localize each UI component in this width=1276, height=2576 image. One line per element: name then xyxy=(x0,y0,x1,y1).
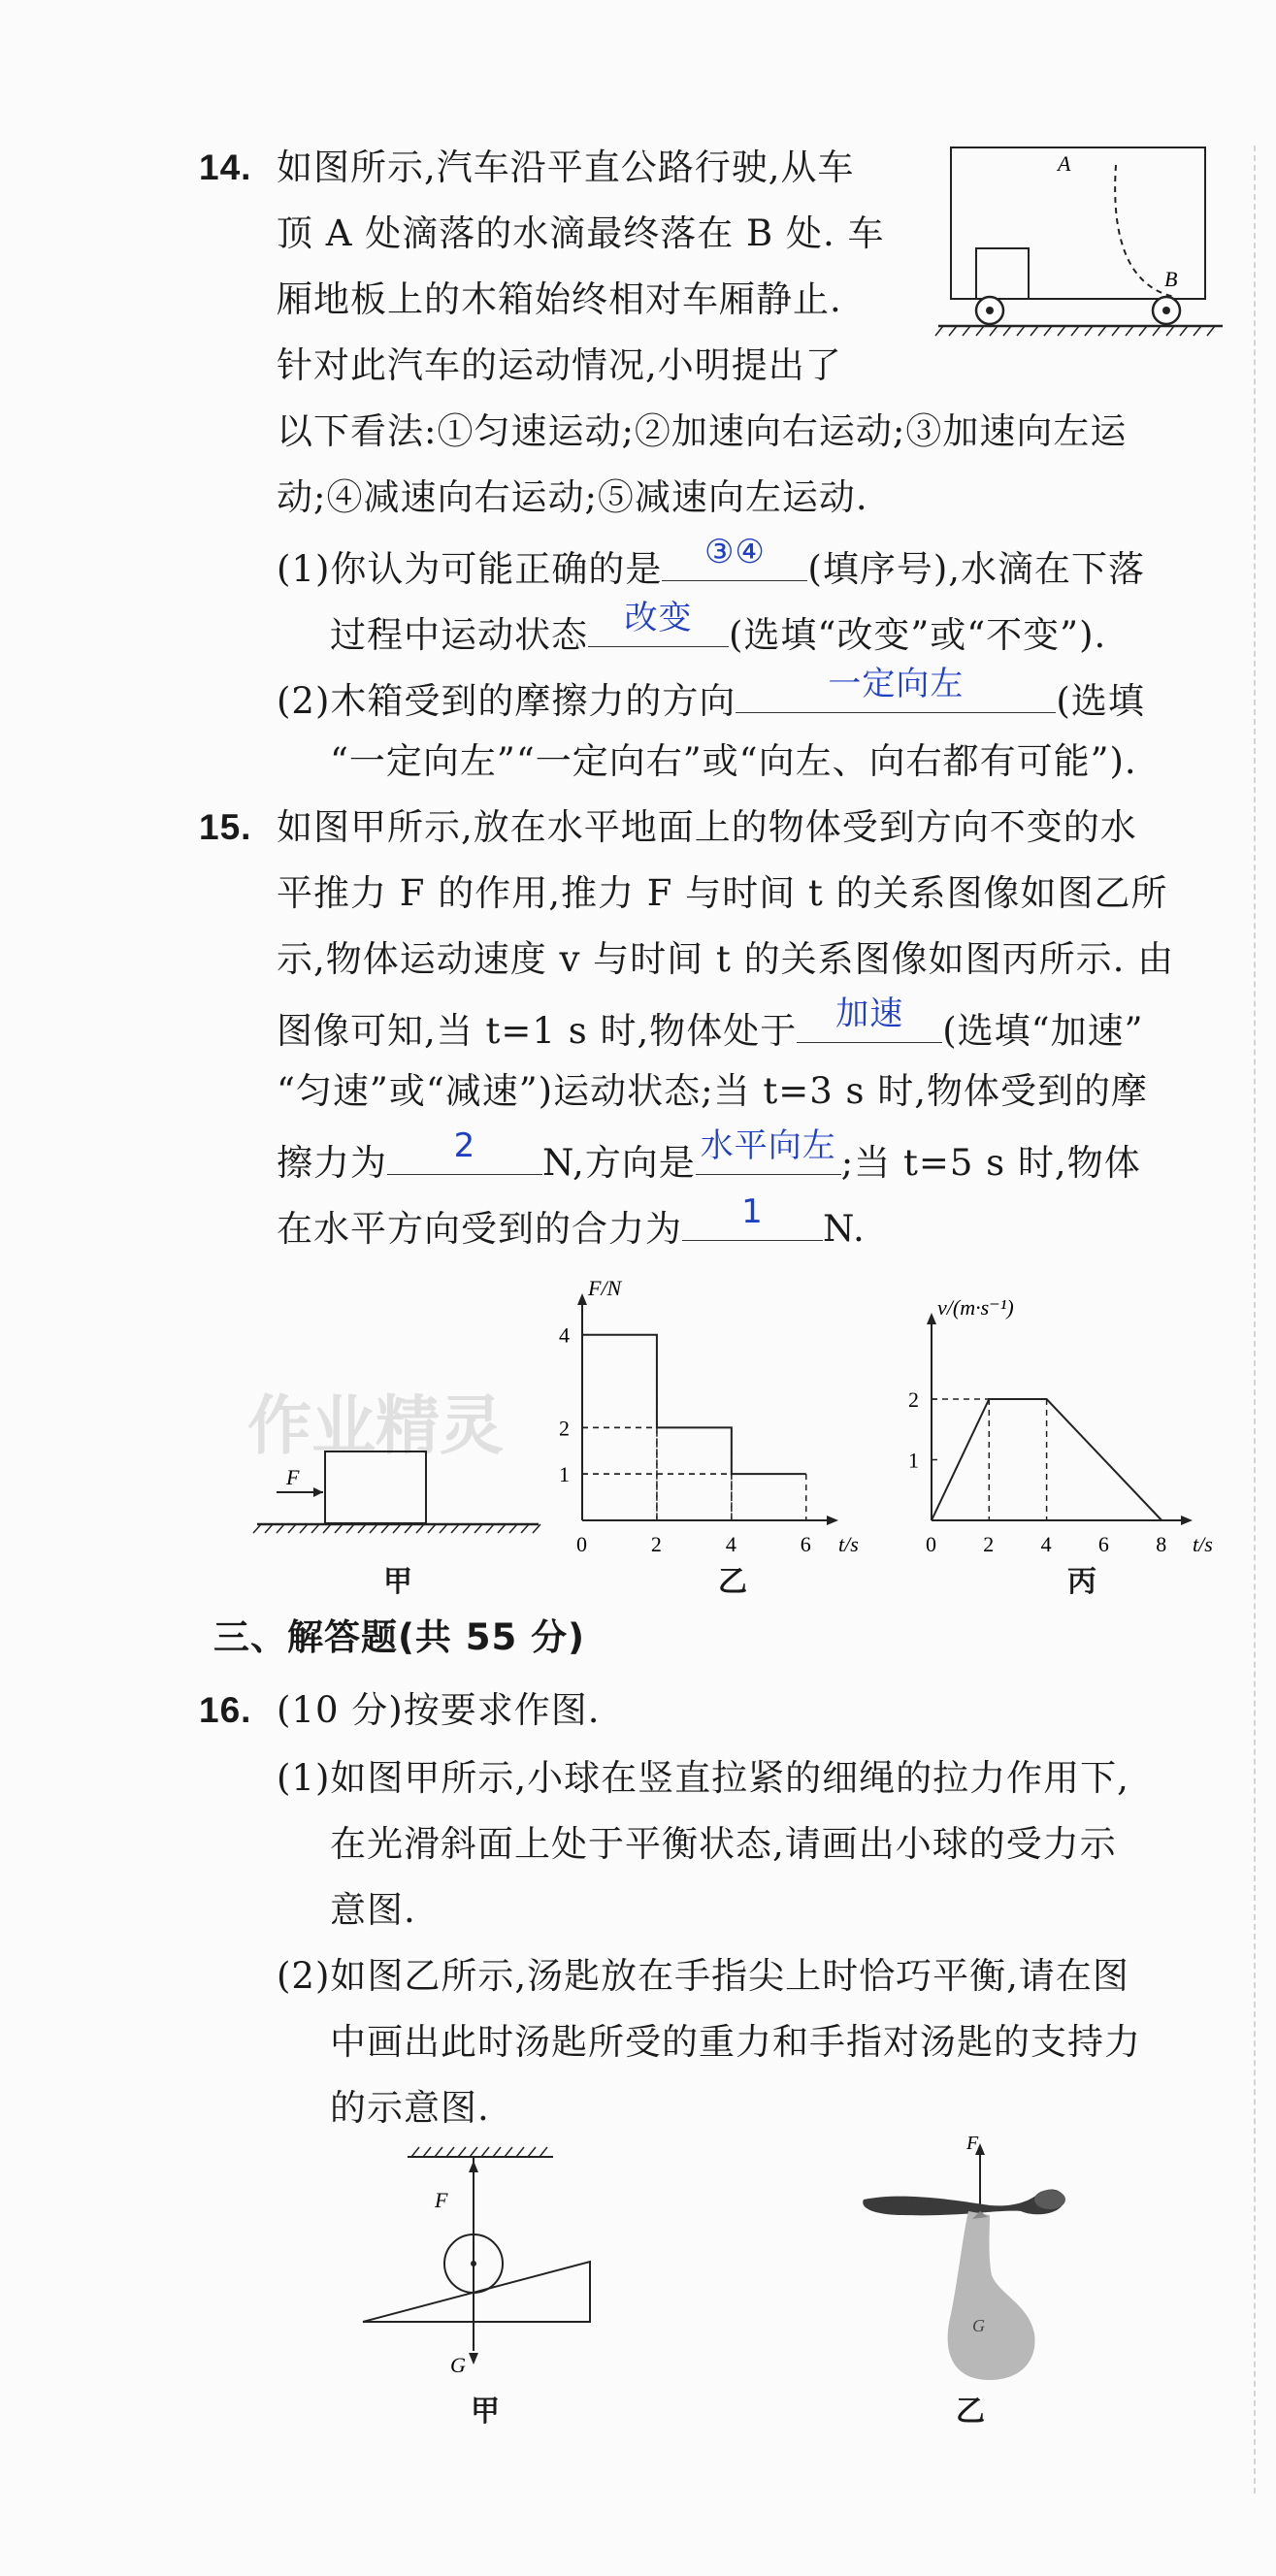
x-tick-label: 8 xyxy=(1156,1532,1167,1556)
q16-p2-line-1: (2)如图乙所示,汤匙放在手指尖上时恰巧平衡,请在图 xyxy=(277,1955,1129,1997)
q14-part1-text-b: (填序号),水滴在下落 xyxy=(807,548,1146,590)
watermark: 作业精灵 xyxy=(247,1391,504,1462)
q15-answer-3: 水平向左 xyxy=(700,1126,836,1165)
q14-answer-1: ③④ xyxy=(703,533,766,571)
x-tick-label: 4 xyxy=(725,1532,736,1556)
pushed-block xyxy=(325,1451,426,1523)
push-force-arrowhead xyxy=(313,1487,323,1497)
x-tick-label: 6 xyxy=(800,1532,811,1556)
y-axis-label: F/N xyxy=(588,1276,622,1300)
y-tick-label: 1 xyxy=(908,1448,919,1473)
velocity-time-chart xyxy=(902,1266,1257,1557)
q14-part1-row xyxy=(277,533,1146,592)
q14-answer-blank-2[interactable] xyxy=(588,599,729,647)
spoon xyxy=(863,2189,1063,2215)
q15-line-3: 示,物体运动速度 v 与时间 t 的关系图像如图丙所示. 由 xyxy=(277,938,1175,980)
q15-line-6-text-c: ;当 t=5 s 时,物体 xyxy=(840,1142,1141,1184)
y-tick-label: 1 xyxy=(559,1462,570,1487)
y-axis-label: v/(m·s⁻¹) xyxy=(937,1295,1014,1320)
x-tick-label: 0 xyxy=(926,1532,936,1556)
x-axis-arrow xyxy=(827,1516,838,1525)
fig-jia-caption: 甲 xyxy=(383,1565,412,1599)
incline-triangle xyxy=(363,2262,590,2322)
x-tick-label: 6 xyxy=(1097,1532,1109,1556)
q15-line-4-text-b: (选填“加速” xyxy=(942,1010,1144,1052)
q15-line-7-row xyxy=(277,1192,866,1252)
q14-answer-blank-3[interactable] xyxy=(736,665,1056,713)
finger-hand xyxy=(948,2211,1035,2380)
q15-answer-blank-1[interactable] xyxy=(797,995,942,1043)
q15-answer-4: 1 xyxy=(741,1192,764,1231)
x-axis-label: t/s xyxy=(838,1532,859,1556)
y-axis-arrow xyxy=(927,1313,936,1324)
q14-part2-text: (2)木箱受到的摩擦力的方向 xyxy=(277,680,736,722)
q14-line-5: 以下看法:①匀速运动;②加速向右运动;③加速向左运 xyxy=(277,410,1128,452)
wheel-left xyxy=(976,297,1003,324)
q14-part1-text-d: (选填“改变”或“不变”). xyxy=(729,614,1107,656)
q15-answer-2: 2 xyxy=(453,1126,476,1165)
q15-line-5: “匀速”或“减速”)运动状态;当 t=3 s 时,物体受到的摩 xyxy=(277,1070,1149,1112)
q14-answer-2: 改变 xyxy=(624,599,693,637)
fig-yi-caption: 乙 xyxy=(718,1565,747,1599)
car-diagram xyxy=(933,136,1225,349)
q14-answer-blank-1[interactable] xyxy=(662,533,807,581)
q14-part1-row2 xyxy=(330,599,1107,658)
ceiling-hatching xyxy=(411,2147,547,2157)
wheel-right xyxy=(1153,297,1180,324)
spoon-finger-diagram xyxy=(844,2130,1087,2382)
q14-part2-row xyxy=(277,665,1145,724)
q15-line-7-text-b: N. xyxy=(823,1208,866,1250)
x-tick-label: 2 xyxy=(650,1532,662,1556)
y-tick-label: 2 xyxy=(908,1387,919,1412)
q14-line-2: 顶 A 处滴落的水滴最终落在 B 处. 车 xyxy=(277,212,885,254)
q14-part2-text-b: (选填 xyxy=(1056,680,1145,722)
q15-line-6-text: 擦力为 xyxy=(277,1142,387,1184)
q15-line-6-row xyxy=(277,1126,1141,1186)
road-hatching xyxy=(935,326,1215,336)
q16-fig-jia-caption: 甲 xyxy=(471,2395,500,2429)
q14-part2-options: “一定向左”“一定向右”或“向左、向右都有可能”). xyxy=(330,740,1137,782)
q16-fig-yi-caption: 乙 xyxy=(956,2395,985,2429)
ball-center xyxy=(471,2261,476,2266)
spoon-gravity-label: G xyxy=(972,2316,985,2335)
q14-line-4: 针对此汽车的运动情况,小明提出了 xyxy=(277,344,842,386)
q15-line-4-row xyxy=(277,995,1144,1054)
force-time-chart xyxy=(553,1266,902,1557)
q15-answer-blank-3[interactable] xyxy=(696,1126,841,1175)
tension-arrowhead xyxy=(469,2161,478,2172)
label-b: B xyxy=(1164,267,1178,291)
series-line xyxy=(932,1399,1161,1520)
q16-p1-line-2: 在光滑斜面上处于平衡状态,请画出小球的受力示 xyxy=(330,1823,1117,1865)
y-axis-arrow xyxy=(577,1293,587,1305)
q15-fig-jia xyxy=(247,1378,558,1552)
wooden-box xyxy=(976,248,1029,299)
q14-number: 14. xyxy=(199,147,252,187)
x-tick-label: 0 xyxy=(576,1532,587,1556)
q16-p2-line-2: 中画出此时汤匙所受的重力和手指对汤匙的支持力 xyxy=(330,2021,1141,2063)
q15-answer-blank-2[interactable] xyxy=(387,1126,542,1175)
x-tick-label: 4 xyxy=(1040,1532,1052,1556)
q14-part1-text: (1)你认为可能正确的是 xyxy=(277,548,663,590)
q15-line-7-text: 在水平方向受到的合力为 xyxy=(277,1208,682,1250)
tension-label: F xyxy=(435,2188,448,2212)
spoon-bowl xyxy=(1034,2190,1065,2209)
q16-p1-line-1: (1)如图甲所示,小球在竖直拉紧的细绳的拉力作用下, xyxy=(277,1757,1129,1799)
q15-answer-blank-4[interactable] xyxy=(682,1192,823,1241)
q16-p1-line-3: 意图. xyxy=(330,1889,416,1931)
q15-line-2: 平推力 F 的作用,推力 F 与时间 t 的关系图像如图乙所 xyxy=(277,872,1168,914)
gravity-arrowhead xyxy=(469,2353,478,2364)
q14-line-3: 厢地板上的木箱始终相对车厢静止. xyxy=(277,278,842,320)
q16-number: 16. xyxy=(199,1690,252,1730)
q14-line-1: 如图所示,汽车沿平直公路行驶,从车 xyxy=(277,147,855,188)
q15-number: 15. xyxy=(199,807,252,847)
x-tick-label: 2 xyxy=(983,1532,995,1556)
y-tick-label: 2 xyxy=(559,1416,570,1441)
q15-line-6-text-b: N,方向是 xyxy=(542,1142,696,1184)
fig-bing-caption: 丙 xyxy=(1067,1565,1096,1599)
margin-rule xyxy=(1254,146,1256,2494)
section-3-title: 三、解答题(共 55 分) xyxy=(213,1616,586,1658)
q15-line-4-text: 图像可知,当 t=1 s 时,物体处于 xyxy=(277,1010,798,1052)
x-axis-label: t/s xyxy=(1193,1532,1213,1556)
q14-line-6: 动;④减速向右运动;⑤减速向左运动. xyxy=(277,476,868,518)
x-axis-arrow xyxy=(1181,1516,1193,1525)
label-a: A xyxy=(1058,151,1071,176)
support-force-label: F xyxy=(966,2133,979,2154)
q16-p2-line-3: 的示意图. xyxy=(330,2087,490,2129)
q15-answer-1: 加速 xyxy=(835,995,904,1033)
q16-head: (10 分)按要求作图. xyxy=(277,1689,601,1731)
ball-incline-diagram xyxy=(349,2139,611,2382)
series-line xyxy=(582,1335,806,1474)
q14-part1-text-c: 过程中运动状态 xyxy=(330,614,588,656)
y-tick-label: 4 xyxy=(559,1322,570,1348)
gravity-label: G xyxy=(450,2353,466,2377)
q15-line-1: 如图甲所示,放在水平地面上的物体受到方向不变的水 xyxy=(277,806,1137,848)
ground-hatching xyxy=(253,1524,540,1533)
push-force-label: F xyxy=(286,1465,300,1489)
q14-answer-3: 一定向左 xyxy=(828,665,965,703)
